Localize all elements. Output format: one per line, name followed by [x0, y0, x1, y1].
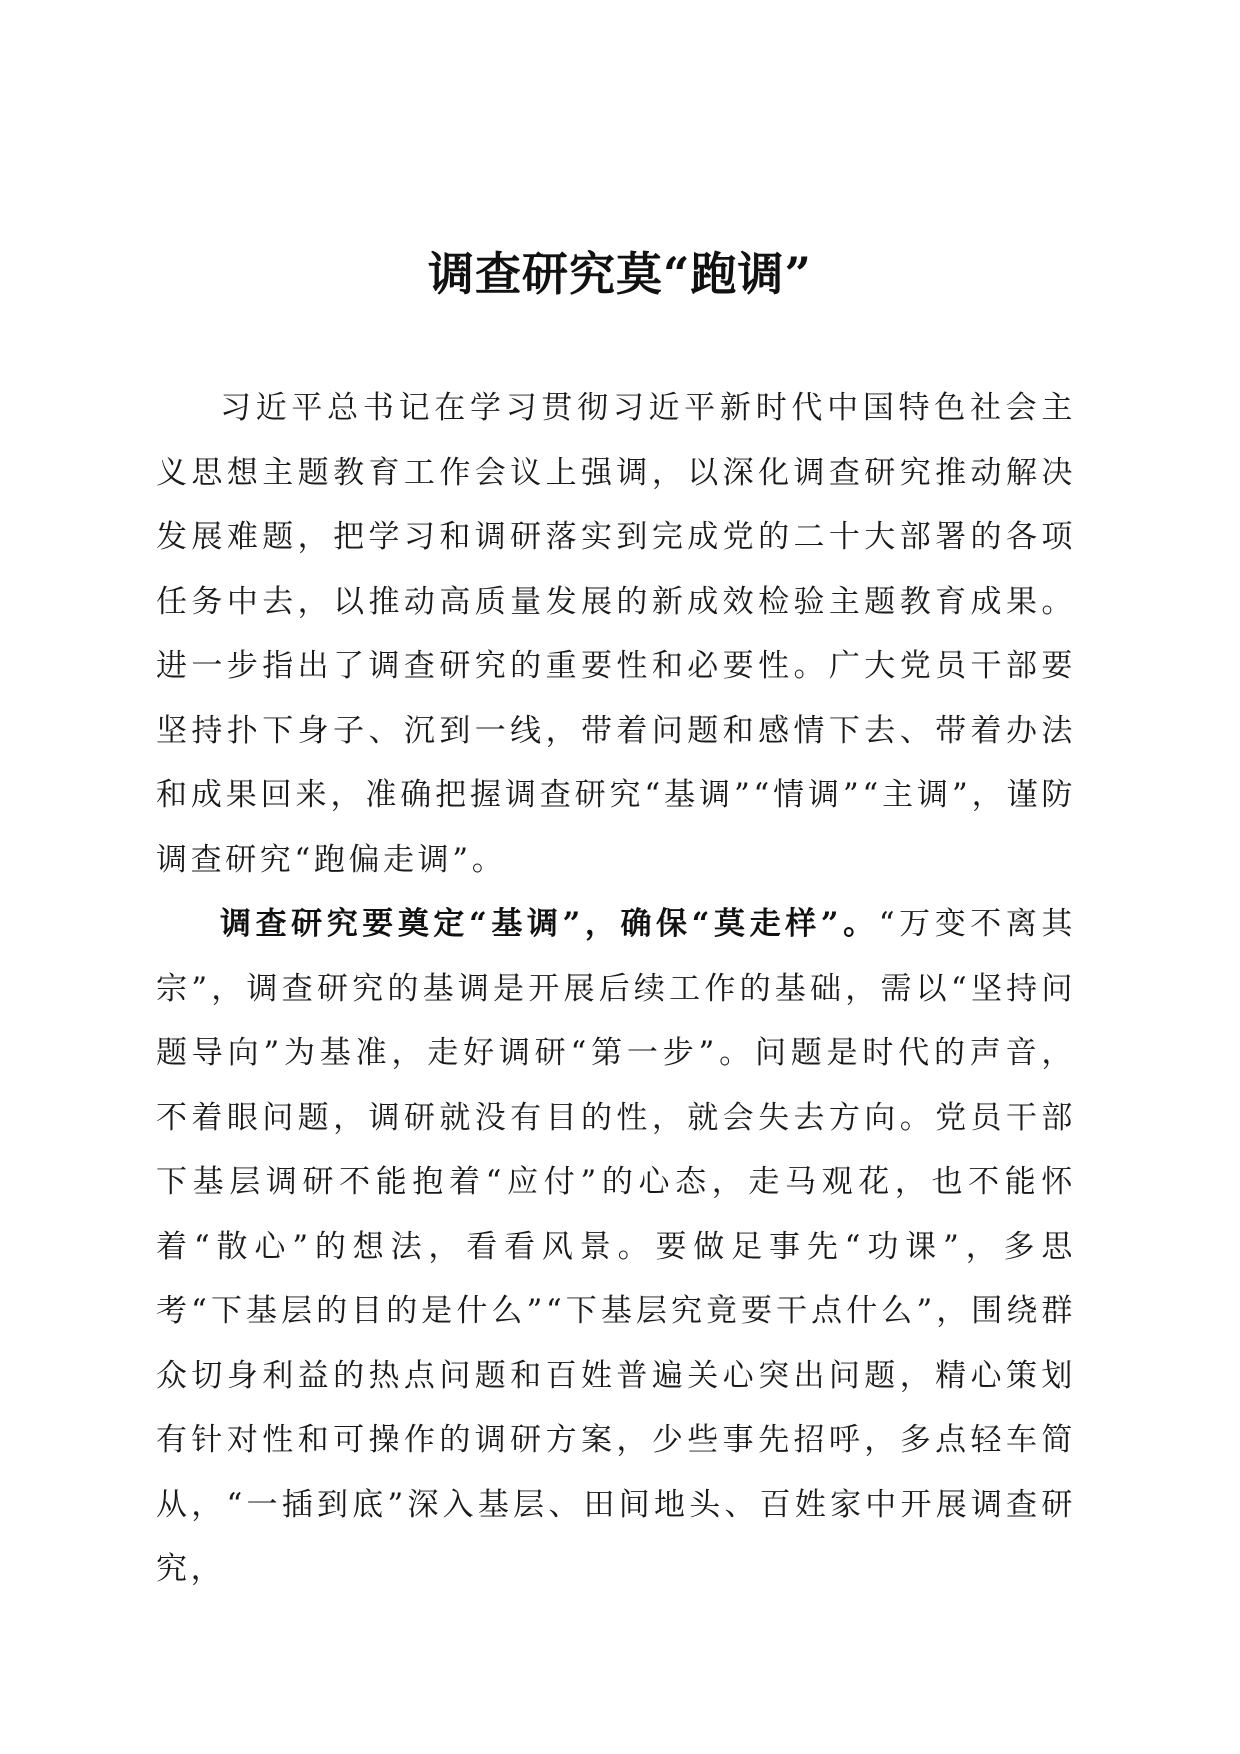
paragraph-intro	[156, 376, 1076, 892]
document-body	[156, 376, 1076, 1602]
paragraph-keynote-lead: 调查研究要奠定“基调”，确保“莫走样”。	[220, 906, 879, 942]
paragraph-keynote	[156, 892, 1076, 1602]
paragraph-keynote-text: “万变不离其宗”，调查研究的基调是开展后续工作的基础，需以“坚持问题导向”为基准，走好调研“第一步”。问题是时代的声音，不着眼问题，调研就没有目的性，就会失去方向。党员干部下基层调研不能抱着“应付”的心态，走马观花，也不能怀着“散心”的想法，看看风景。要做足事先“功课”，多思考“下基层的目的是什么”“下基层究竟要干点什么”，围绕群众切身利益的热点问题和百姓普遍关心突出问题，精心策划有针对性和可操作的调研方案，少些事先招呼，多点轻车简从，“一插到底”深入基层、田间地头、百姓家中开展调查研究，	[156, 906, 1076, 1587]
document-title: 调查研究莫“跑调”	[428, 247, 812, 301]
paragraph-intro-text: 习近平总书记在学习贯彻习近平新时代中国特色社会主义思想主题教育工作会议上强调，以深化调查研究推动解决发展难题，把学习和调研落实到完成党的二十大部署的各项任务中去，以推动高质量发展的新成效检验主题教育成果。进一步指出了调查研究的重要性和必要性。广大党员干部要坚持扑下身子、沉到一线，带着问题和感情下去、带着办法和成果回来，准确把握调查研究“基调”“情调”“主调”，谨防调查研究“跑偏走调”。	[156, 390, 1076, 878]
